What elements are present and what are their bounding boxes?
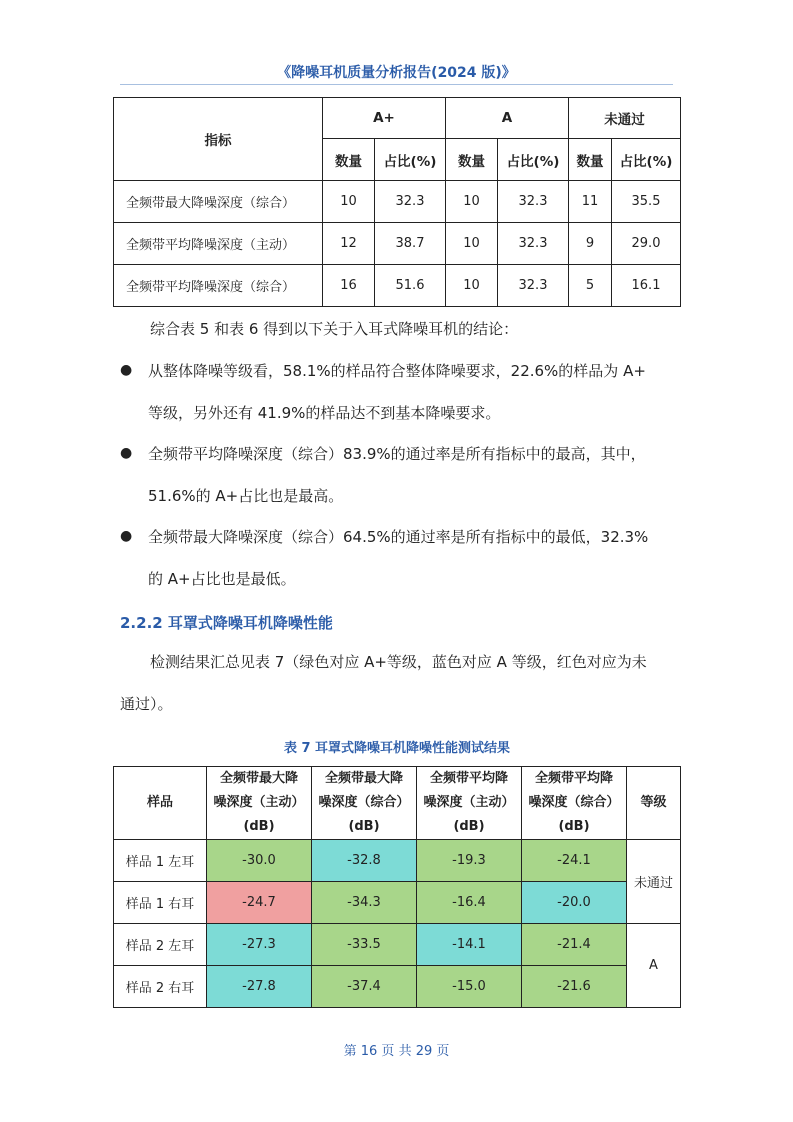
t6-cell: 12 (323, 223, 375, 265)
t7-header-line: (dB) (558, 819, 590, 834)
t6-sub-count: 数量 (323, 139, 375, 181)
t6-cell: 38.7 (375, 223, 446, 265)
section-para-line2: 通过）。 (120, 695, 173, 713)
table-row (114, 223, 681, 265)
t7-header-line: 全频带平均降 (534, 771, 613, 786)
t6-group-a-plus: A+ (323, 98, 446, 139)
t6-cell: 35.5 (612, 181, 681, 223)
table-row (114, 840, 681, 882)
t6-row-label: 全频带最大降噪深度（综合） (114, 181, 323, 223)
bullet-1-line2: 等级，另外还有 41.9%的样品达不到基本降噪要求。 (148, 404, 501, 422)
t7-sample-header: 样品 (114, 767, 207, 840)
t7-col4-header (522, 767, 627, 840)
bullet-dot-icon: ● (120, 528, 133, 544)
t6-cell: 32.3 (498, 223, 569, 265)
t7-grade-header: 等级 (627, 767, 681, 840)
t6-sub-pct: 占比(%) (612, 139, 681, 181)
bullet-dot-icon: ● (120, 445, 133, 461)
t7-value: -24.1 (522, 840, 627, 882)
t6-cell: 9 (569, 223, 612, 265)
t7-grade: 未通过 (627, 840, 681, 924)
bullet-1-line1: 从整体降噪等级看，58.1%的样品符合整体降噪要求，22.6%的样品为 A+ (148, 362, 646, 380)
table-6 (113, 97, 681, 307)
t6-cell: 10 (446, 223, 498, 265)
t6-cell: 16 (323, 265, 375, 307)
t7-value: -33.5 (312, 924, 417, 966)
t6-cell: 32.3 (498, 181, 569, 223)
t7-value: -21.4 (522, 924, 627, 966)
t7-value: -27.3 (207, 924, 312, 966)
t7-col3-header (417, 767, 522, 840)
t7-value: -32.8 (312, 840, 417, 882)
t7-header-line: (dB) (348, 819, 380, 834)
t6-cell: 5 (569, 265, 612, 307)
t7-sample: 样品 2 右耳 (114, 966, 207, 1008)
t7-value: -27.8 (207, 966, 312, 1008)
t6-indicator-header: 指标 (114, 98, 323, 181)
table-7-caption: 表 7 耳罩式降噪耳机降噪性能测试结果 (283, 741, 511, 756)
t7-value: -19.3 (417, 840, 522, 882)
bullet-3-line1: 全频带最大降噪深度（综合）64.5%的通过率是所有指标中的最低，32.3% (148, 528, 649, 546)
section-para-line1: 检测结果汇总见表 7（绿色对应 A+等级，蓝色对应 A 等级，红色对应为未 (150, 653, 647, 671)
t7-header-line: 全频带最大降 (219, 771, 298, 786)
page-number: 第 16 页 共 29 页 (343, 1044, 450, 1059)
t7-sample: 样品 2 左耳 (114, 924, 207, 966)
t7-header-line: 全频带平均降 (429, 771, 508, 786)
t6-cell: 32.3 (375, 181, 446, 223)
t7-header-line: 噪深度（主动） (213, 795, 305, 810)
table-7 (113, 766, 681, 1008)
t6-cell: 32.3 (498, 265, 569, 307)
bullet-dot-icon: ● (120, 362, 133, 378)
t6-sub-count: 数量 (569, 139, 612, 181)
t6-cell: 51.6 (375, 265, 446, 307)
header-divider (120, 84, 673, 85)
t6-group-fail: 未通过 (569, 98, 681, 139)
t7-col2-header (312, 767, 417, 840)
t7-header-line: 噪深度（主动） (423, 795, 515, 810)
page-header-title: 《降噪耳机质量分析报告(2024 版)》 (277, 65, 516, 81)
bullet-3-line2: 的 A+占比也是最低。 (148, 570, 296, 588)
t7-value: -15.0 (417, 966, 522, 1008)
t7-header-line: 噪深度（综合） (528, 795, 620, 810)
t6-cell: 10 (446, 265, 498, 307)
t7-value: -16.4 (417, 882, 522, 924)
t6-sub-pct: 占比(%) (498, 139, 569, 181)
bullet-2-line1: 全频带平均降噪深度（综合）83.9%的通过率是所有指标中的最高，其中， (148, 445, 646, 463)
section-heading: 2.2.2 耳罩式降噪耳机降噪性能 (120, 614, 333, 632)
t6-cell: 11 (569, 181, 612, 223)
t7-value: -21.6 (522, 966, 627, 1008)
t7-header-line: (dB) (453, 819, 485, 834)
t6-group-a: A (446, 98, 569, 139)
t6-sub-count: 数量 (446, 139, 498, 181)
table-row (114, 882, 681, 924)
t7-sample: 样品 1 左耳 (114, 840, 207, 882)
t7-sample: 样品 1 右耳 (114, 882, 207, 924)
t7-value: -24.7 (207, 882, 312, 924)
t7-value: -37.4 (312, 966, 417, 1008)
table-row (114, 966, 681, 1008)
table-row (114, 924, 681, 966)
t7-col1-header (207, 767, 312, 840)
t6-cell: 10 (446, 181, 498, 223)
t6-sub-pct: 占比(%) (375, 139, 446, 181)
t6-row-label: 全频带平均降噪深度（综合） (114, 265, 323, 307)
conclusion-intro: 综合表 5 和表 6 得到以下关于入耳式降噪耳机的结论： (150, 320, 519, 338)
t7-header-line: 全频带最大降 (324, 771, 403, 786)
t6-cell: 16.1 (612, 265, 681, 307)
t7-value: -34.3 (312, 882, 417, 924)
t7-header-line: 噪深度（综合） (318, 795, 410, 810)
t7-value: -20.0 (522, 882, 627, 924)
t7-value: -14.1 (417, 924, 522, 966)
t7-grade: A (627, 924, 681, 1008)
t7-value: -30.0 (207, 840, 312, 882)
table-row (114, 265, 681, 307)
table-row (114, 181, 681, 223)
t6-cell: 29.0 (612, 223, 681, 265)
t6-cell: 10 (323, 181, 375, 223)
t6-row-label: 全频带平均降噪深度（主动） (114, 223, 323, 265)
bullet-2-line2: 51.6%的 A+占比也是最高。 (148, 487, 344, 505)
t7-header-line: (dB) (243, 819, 275, 834)
